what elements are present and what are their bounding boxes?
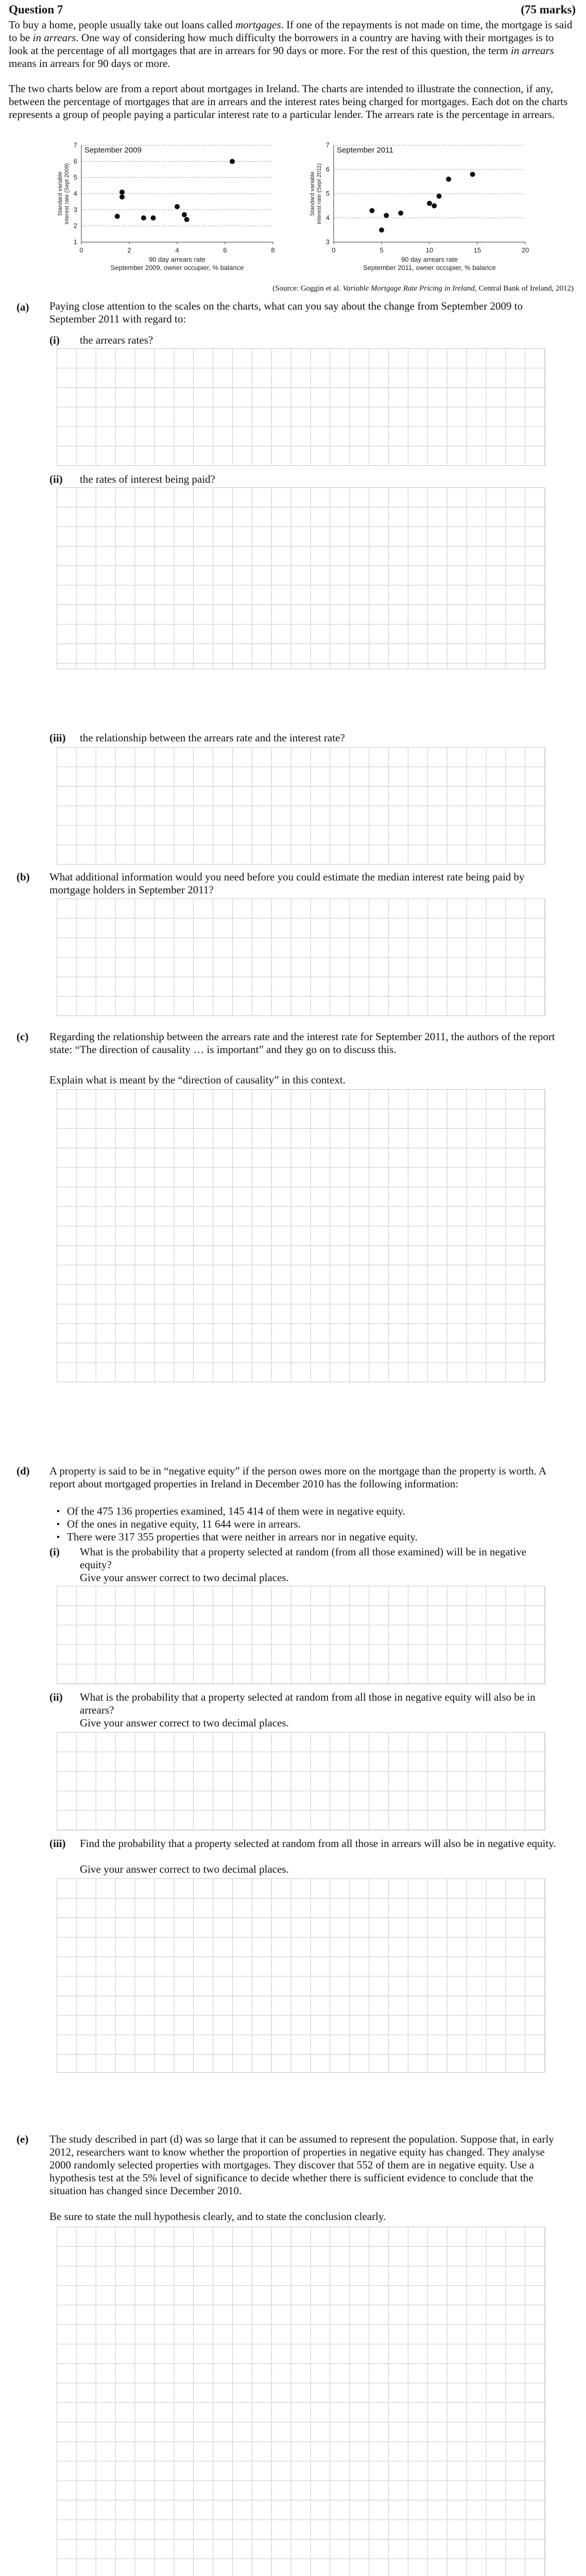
x-axis-label-secondary: September 2011, owner occupier, % balance: [363, 264, 496, 272]
source-title: Variable Mortgage Rate Pricing in Ireland: [342, 284, 475, 293]
x-tick-label: 6: [223, 246, 227, 254]
part-e-text-1: The study described in part (d) was so large that it can be assumed to represent the population. Suppose that, in early 2012, researchers want to know whether the proportion of properties in negative equity has changed. They analyse 2000 randomly selected properties with mortgages. They discover that 552 of them are in negative equity. Use a hypothesis test at the 5% level of significance to decide whether there is sufficient evidence to conclude that the situation has changed since December 2010.: [49, 2133, 554, 2197]
data-point: [446, 177, 451, 182]
y-tick-label: 4: [325, 214, 330, 222]
x-axis-label-secondary: September 2009, owner occupier, % balance: [110, 264, 244, 272]
y-axis-label: [57, 163, 70, 225]
y-axis-label-line: Standard variable: [57, 171, 63, 216]
intro-text: . One way of considering how much difficulty the borrowers in a country are having with their mortgages is to look at the percentage of all mortgages that are in arrears for 90 days or more. For the rest of this question, the term: [9, 31, 554, 57]
x-tick-label: 0: [79, 246, 83, 254]
answer-box-a-iii[interactable]: [57, 747, 545, 865]
part-c-text-2: Explain what is meant by the “direction of causality” in this context.: [49, 1074, 346, 1086]
y-tick-label: 1: [73, 238, 77, 246]
question-marks: (75 marks): [521, 3, 576, 16]
intro-text: means in arrears for 90 days or more.: [9, 57, 170, 70]
data-point: [119, 190, 125, 195]
x-tick-label: 10: [425, 246, 434, 254]
part-c-label: (c): [16, 1030, 29, 1043]
part-a-text: Paying close attention to the scales on the charts, what can you say about the change from September 2009 to September 2011 with regard to:: [49, 300, 523, 325]
data-point: [182, 212, 187, 217]
chart-title: September 2011: [337, 146, 393, 155]
answer-box-d-ii[interactable]: [57, 1732, 545, 1831]
y-tick-label: 6: [73, 157, 77, 165]
part-d-label: (d): [16, 1465, 30, 1477]
data-point: [115, 214, 120, 219]
y-axis-label-line: interest rate (Sept 2009): [64, 163, 70, 225]
part-b-text: What additional information would you need before you could estimate the median interest rate being paid by mortgage holders in September 2011?: [49, 871, 525, 896]
part-d-bullets: [55, 1505, 572, 1544]
part-e-label: (e): [16, 2133, 29, 2145]
data-point: [384, 213, 389, 218]
x-tick-label: 8: [271, 246, 275, 254]
y-tick-label: 5: [325, 190, 330, 197]
term-mortgages: mortgages: [235, 19, 281, 31]
chart-title: September 2009: [84, 146, 142, 155]
part-a-ii-text: the rates of interest being paid?: [80, 473, 215, 485]
y-tick-label: 4: [73, 190, 77, 197]
answer-box-c[interactable]: [57, 1089, 545, 1382]
x-tick-label: 2: [127, 246, 131, 254]
data-point: [230, 159, 235, 164]
y-tick-label: 5: [73, 173, 77, 181]
x-tick-label: 4: [175, 246, 179, 254]
data-point: [175, 204, 180, 209]
data-point: [398, 211, 403, 216]
part-a-i-label: (i): [49, 334, 60, 346]
answer-box-e[interactable]: [57, 2227, 545, 2576]
y-axis-label: [309, 163, 322, 224]
part-d-ii-label: (ii): [49, 1691, 63, 1703]
chart-source: [272, 284, 574, 293]
chart-sep-2009-group: [57, 141, 275, 272]
data-point: [141, 215, 146, 221]
part-d-i-text-2: Give your answer correct to two decimal places.: [80, 1571, 289, 1584]
list-item: ▪ Of the 475 136 properties examined, 145 414 of them were in negative equity.: [67, 1505, 572, 1518]
x-tick-label: 5: [380, 246, 384, 254]
part-d-i-text-1: What is the probability that a property selected at random (from all those examined) will be in negative equity?: [80, 1546, 527, 1571]
part-d-iii-text-1: Find the probability that a property selected at random from all those in arrears will also be in negative equity.: [80, 1837, 556, 1850]
part-e-text-2: Be sure to state the null hypothesis clearly, and to state the conclusion clearly.: [49, 2210, 386, 2223]
source-suffix: , Central Bank of Ireland, 2012): [474, 284, 574, 293]
term-in-arrears: in arrears: [511, 44, 554, 57]
list-item: ▪ Of the ones in negative equity, 11 644 were in arrears.: [67, 1518, 572, 1531]
part-a-i-text: the arrears rates?: [80, 334, 153, 346]
y-tick-label: 7: [325, 141, 330, 149]
answer-box-b[interactable]: [57, 899, 545, 1016]
answer-box-a-ii[interactable]: [57, 487, 545, 669]
intro-paragraph-2: The two charts below are from a report about mortgages in Ireland. The charts are intended to illustrate the connection, if any, between the percentage of mortgages that are in arrears and the interest rates being charged for mortgages. Each dot on the charts represents a group of people paying a particular interest rate to a particular lender. The arrears rate is the percentage in arrears.: [9, 82, 568, 121]
x-tick-label: 0: [332, 246, 336, 254]
list-item: ▪ There were 317 355 properties that were neither in arrears nor in negative equity.: [67, 1531, 572, 1544]
data-point: [437, 194, 442, 199]
data-point: [470, 172, 475, 177]
term-in-arrears: in arrears: [32, 31, 76, 44]
y-axis-label-line: Standard variable: [309, 171, 316, 216]
part-d-i-label: (i): [49, 1546, 60, 1558]
data-point: [379, 228, 384, 233]
part-a-ii-label: (ii): [49, 473, 63, 485]
y-tick-label: 3: [73, 206, 77, 214]
y-tick-label: 7: [73, 141, 77, 149]
part-d-ii-text-2: Give your answer correct to two decimal places.: [80, 1717, 289, 1729]
data-point: [369, 208, 374, 213]
x-axis-label: 90 day arrears rate: [149, 256, 205, 263]
x-tick-label: 20: [521, 246, 529, 254]
question-title: Question 7: [9, 3, 63, 16]
data-point: [119, 194, 125, 199]
part-d-text: A property is said to be in “negative equity” if the person owes more on the mortgage than the property is worth. A report about mortgaged properties in Ireland in December 2010 has the following information:: [49, 1465, 546, 1490]
data-point: [151, 215, 156, 221]
data-point: [427, 201, 432, 206]
intro-paragraph-1: [9, 19, 575, 70]
chart-sep-2011: [304, 139, 546, 283]
part-a-iii-text: the relationship between the arrears rate and the interest rate?: [80, 732, 345, 744]
answer-box-d-iii[interactable]: [57, 1878, 545, 2073]
part-a-iii-label: (iii): [49, 732, 66, 744]
part-d-iii-text-2: Give your answer correct to two decimal places.: [80, 1863, 289, 1875]
y-tick-label: 6: [325, 165, 330, 173]
source-prefix: (Source: Goggin et al.: [272, 284, 341, 293]
intro-text: . If one of the repayments is not made on time, the mortgage is said to be: [9, 19, 573, 44]
x-axis-label: 90 day arrears rate: [401, 256, 458, 263]
answer-box-d-i[interactable]: [57, 1586, 545, 1684]
y-tick-label: 3: [325, 238, 330, 246]
x-tick-label: 15: [473, 246, 481, 254]
part-d-ii-text-1: What is the probability that a property selected at random from all those in negative equity will also be in arrears?: [80, 1691, 536, 1716]
y-axis-label-line: interest rate (Sept 2011): [316, 163, 322, 224]
y-tick-label: 2: [73, 222, 77, 230]
part-b-label: (b): [16, 871, 30, 883]
part-c-text-1: Regarding the relationship between the arrears rate and the interest rate for September 2011, the authors of the report state: “The direction of causality … is important” and they go on to discuss this.: [49, 1030, 555, 1056]
part-d-iii-label: (iii): [49, 1837, 66, 1850]
answer-box-a-i[interactable]: [57, 348, 545, 466]
chart-sep-2011-group: [309, 141, 529, 272]
intro-text: To buy a home, people usually take out loans called: [9, 19, 235, 31]
data-point: [432, 204, 437, 209]
chart-sep-2009: [51, 139, 294, 283]
part-a-label: (a): [16, 301, 29, 313]
data-point: [184, 217, 189, 222]
